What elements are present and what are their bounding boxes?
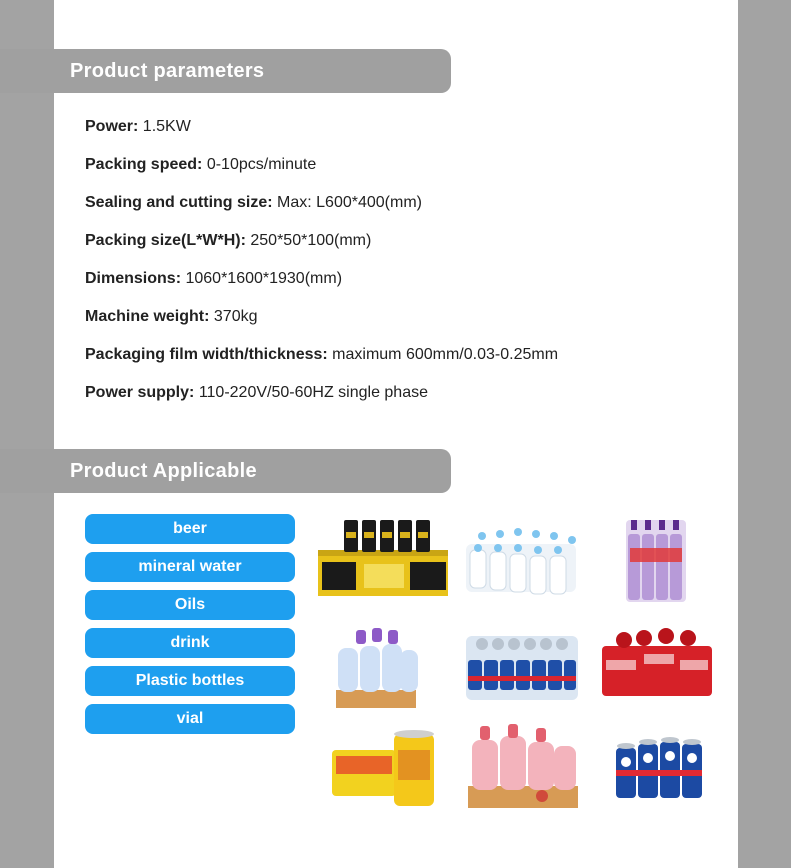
- param-sealing-size: [85, 192, 705, 230]
- param-label: Packing speed:: [85, 156, 203, 173]
- purple-water-bottles-image: [608, 514, 742, 606]
- white-bottles-pack-image: [462, 514, 596, 606]
- param-value: 370kg: [213, 308, 258, 325]
- category-pill-mineral-water[interactable]: mineral water: [85, 552, 295, 582]
- category-pill-list: [85, 514, 295, 742]
- param-value: Max: L600*400(mm): [277, 194, 422, 211]
- param-value: maximum 600mm/0.03-0.25mm: [332, 346, 559, 363]
- param-power-supply: [85, 382, 705, 420]
- pepsi-cans-pack-image: [462, 620, 596, 712]
- section-title-applicable: Product Applicable: [70, 460, 257, 482]
- section-header-parameters: [0, 49, 451, 93]
- yellow-drink-cans-image: [326, 726, 460, 818]
- category-pill-beer[interactable]: beer: [85, 514, 295, 544]
- param-machine-weight: [85, 306, 705, 344]
- param-label: Packing size(L*W*H):: [85, 232, 246, 249]
- param-value: 250*50*100(mm): [250, 232, 372, 249]
- param-value: 1060*1600*1930(mm): [185, 270, 343, 287]
- param-value: 0-10pcs/minute: [206, 156, 317, 173]
- category-pill-vial[interactable]: vial: [85, 704, 295, 734]
- category-pill-oils[interactable]: Oils: [85, 590, 295, 620]
- param-film-width: [85, 344, 705, 382]
- param-label: Power supply:: [85, 384, 195, 401]
- param-label: Sealing and cutting size:: [85, 194, 273, 211]
- beer-cans-box-image: [316, 514, 450, 606]
- param-label: Machine weight:: [85, 308, 210, 325]
- param-value: 110-220V/50-60HZ single phase: [198, 384, 428, 401]
- param-packing-size: [85, 230, 705, 268]
- param-label: Packaging film width/thickness:: [85, 346, 328, 363]
- pepsi-six-pack-image: [602, 726, 736, 818]
- param-packing-speed: [85, 154, 705, 192]
- param-label: Power:: [85, 118, 139, 135]
- parameter-list: [85, 116, 705, 420]
- category-pill-plastic-bottles[interactable]: Plastic bottles: [85, 666, 295, 696]
- section-header-applicable: [0, 449, 451, 493]
- pink-oil-bottles-image: [462, 720, 596, 812]
- param-dimensions: [85, 268, 705, 306]
- param-value: 1.5KW: [142, 118, 191, 135]
- oil-bottles-tray-image: [316, 620, 450, 712]
- category-pill-drink[interactable]: drink: [85, 628, 295, 658]
- coca-cola-cans-image: [598, 624, 732, 716]
- param-label: Dimensions:: [85, 270, 182, 287]
- param-power: [85, 116, 705, 154]
- section-title-parameters: Product parameters: [70, 60, 265, 82]
